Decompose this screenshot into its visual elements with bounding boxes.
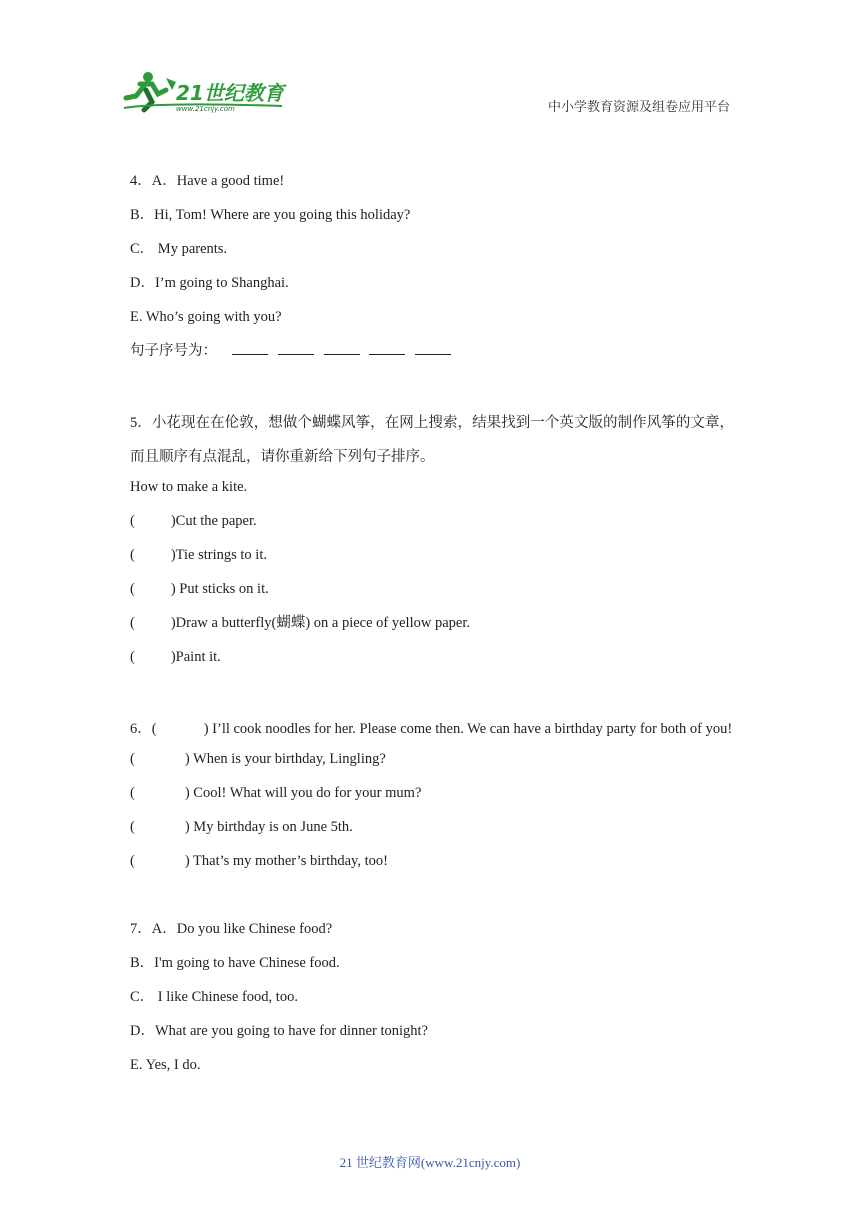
q5-intro: 5．小花现在在伦敦，想做个蝴蝶风筝，在网上搜索，结果找到一个英文版的制作风筝的文章，而且顺序有点混乱，请你重新给下列句子排序。 [130,415,734,465]
site-logo [122,68,292,114]
q4-option-b: B．Hi, Tom! Where are you going this holiday? [130,207,411,223]
q6-first-line: 6．( ) I’ll cook noodles for her. Please come then. We can have a birthday party for both of you! [130,721,733,737]
logo-text: 21世纪教育 [176,81,284,105]
q7-option-c: C． I like Chinese food, too. [130,989,298,1005]
answer-blank[interactable] [232,340,268,355]
question-4 [130,168,734,372]
q7-option-b: B．I'm going to have Chinese food. [130,955,340,971]
logo-runner-icon [122,68,292,114]
q4-option-c: C． My parents. [130,241,228,257]
answer-blank[interactable] [324,340,360,355]
list-item: ( ) That’s my mother’s birthday, too! [130,853,388,869]
header-platform-text: 中小学教育资源及组卷应用平台 [547,99,730,114]
q4-option-d: D．I’m going to Shanghai. [130,275,289,291]
answer-blank[interactable] [415,340,451,355]
answer-blank[interactable] [369,340,405,355]
list-item: ( ) Cool! What will you do for your mum? [130,785,422,801]
question-7 [130,916,734,1086]
list-item: ( )Tie strings to it. [130,547,267,563]
logo-url: www.21cnjy.com [176,105,235,113]
q7-option-d: D．What are you going to have for dinner tonight? [130,1023,428,1039]
list-item: ( ) My birthday is on June 5th. [130,819,353,835]
question-5 [130,406,734,678]
q4-option-a: 4．A．Have a good time! [130,173,285,189]
document-body [130,168,734,1086]
q5-title: How to make a kite. [130,479,248,495]
q4-option-e: E. Who’s going with you? [130,309,282,325]
list-item: ( ) Put sticks on it. [130,581,269,597]
q7-option-a: 7．A．Do you like Chinese food? [130,921,333,937]
page-footer[interactable]: 21 世纪教育网(www.21cnjy.com) [339,1155,521,1170]
q7-option-e: E. Yes, I do. [130,1057,201,1073]
answer-blank[interactable] [278,340,314,355]
question-6 [130,712,734,882]
q4-order-label: 句子序号为： [130,343,217,359]
list-item: ( )Draw a butterfly(蝴蝶) on a piece of yellow paper. [130,615,470,631]
q4-answer-row [130,338,734,372]
list-item: ( )Cut the paper. [130,513,257,529]
list-item: ( ) When is your birthday, Lingling? [130,751,386,767]
list-item: ( )Paint it. [130,649,221,665]
